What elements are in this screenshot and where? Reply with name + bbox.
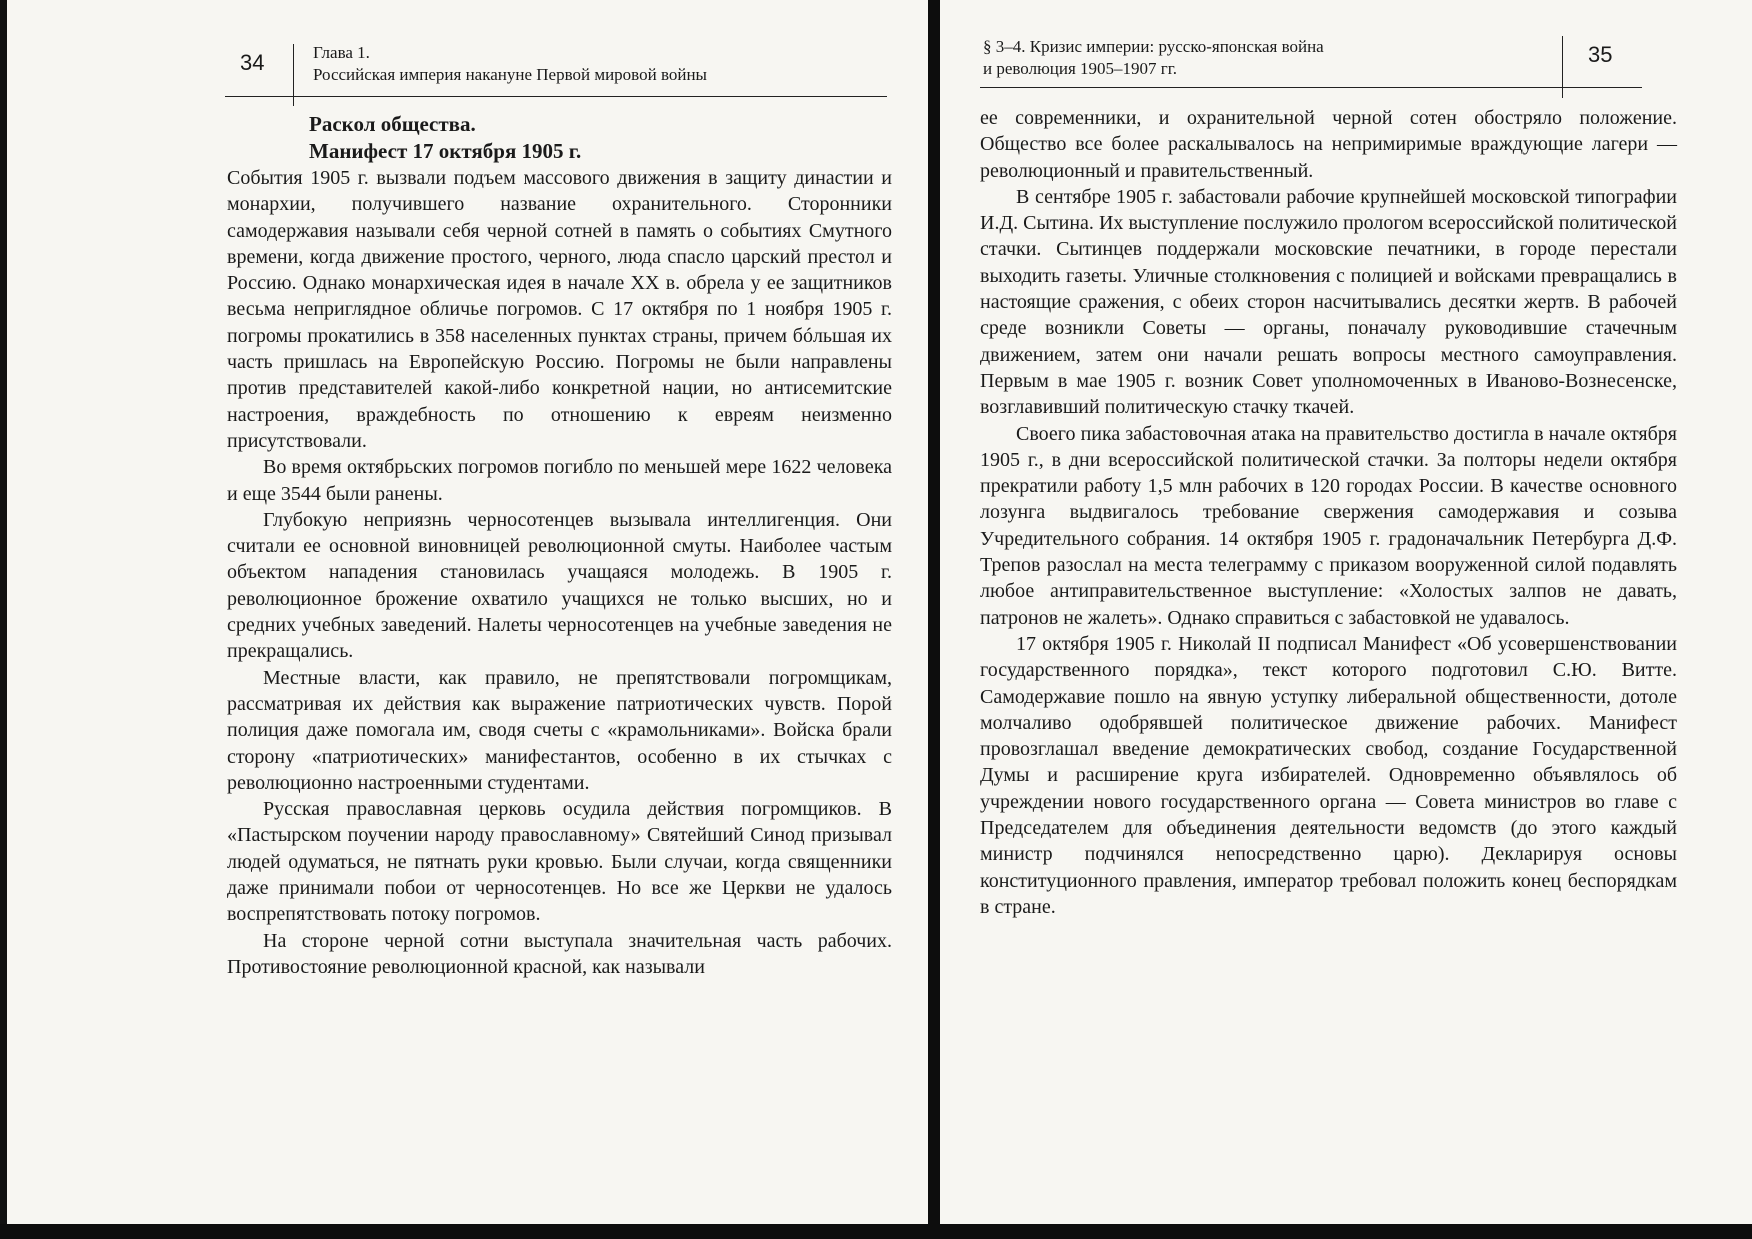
paragraph: ее современники, и охранительной черной сотен обостряло положение. Общество все более раскалывалось на непримиримые враждующие лагери — революционный и правительственный.	[980, 107, 1677, 182]
running-header	[313, 42, 707, 86]
header-section: § 3–4. Кризис империи: русско-японская война	[983, 37, 1324, 56]
right-page	[940, 0, 1752, 1224]
header-section-cont: и революция 1905–1907 гг.	[983, 59, 1178, 78]
paragraph: Местные власти, как правило, не препятствовали погромщикам, рассматривая их действия как выражение патриотических чувств. Порой полиция даже помогала им, сводя счеты с «крамольниками». Войска брали сторону «патриотических» манифестантов, особенно в их стычках с революционно настроенными студентами.	[227, 666, 892, 794]
header-chapter: Глава 1.	[313, 43, 370, 62]
right-column	[980, 105, 1677, 920]
section-title	[227, 111, 892, 165]
paragraph: Во время октябрьских погромов погибло по меньшей мере 1622 человека и еще 3544 были ранены.	[227, 456, 892, 505]
section-title-line1: Раскол общества.	[309, 112, 476, 136]
paragraph: 17 октября 1905 г. Николай II подписал Манифест «Об усовершенствовании государственного порядка», текст которого подготовил С.Ю. Витте. Самодержавие пошло на явную уступку либеральной общественности, дотоле молчаливо одобрявшей политическое движение рабочих. Манифест провозглашал введение демократических свобод, создание Государственной Думы и расширение круга избирателей. Одновременно объявлялось об учреждении нового государственного органа — Совета министров во главе с Председателем для объединения деятельности ведомств (до этого каждый министр подчинялся непосредственно царю). Декларируя основы конституционного правления, император требовал положить конец беспорядкам в стране.	[980, 632, 1677, 918]
paragraph: На стороне черной сотни выступала значительная часть рабочих. Противостояние революционной красной, как называли	[227, 929, 892, 978]
header-chapter-title: Российская империя накануне Первой мировой войны	[313, 65, 707, 84]
left-column	[227, 111, 892, 980]
paragraph: Своего пика забастовочная атака на правительство достигла в начале октября 1905 г., в дни всероссийской политической стачки. За полторы недели октября прекратили работу 1,5 млн рабочих в 120 городах России. В качестве основного лозунга выдвигалось требование свержения самодержавия и созыва Учредительного собрания. 14 октября 1905 г. градоначальник Петербурга Д.Ф. Трепов разослал на места телеграмму с приказом вооруженной силой подавлять любое антиправительственное выступление: «Холостых залпов не давать, патронов не жалеть». Однако справиться с забастовкой не удавалось.	[980, 422, 1677, 629]
section-title-line2: Манифест 17 октября 1905 г.	[309, 139, 582, 163]
paragraph: События 1905 г. вызвали подъем массового движения в защиту династии и монархии, получившего название охранительного. Сторонники самодержавия называли себя черной сотней в память о событиях Смутного времени, когда движение простого, черного, люда спасло царский престол и Россию. Однако монархическая идея в начале XX в. обрела у ее защитников весьма неприглядное обличье погромов. С 17 октября по 1 ноября 1905 г. погромы прокатились в 358 населенных пунктах страны, причем бóльшая их часть пришлась на Европейскую Россию. Погромы не были направлены против представителей какой-либо конкретной нации, но антисемитские настроения, враждебность по отношению к евреям неизменно присутствовали.	[227, 167, 892, 452]
running-header	[983, 36, 1324, 80]
paragraph: В сентябре 1905 г. забастовали рабочие крупнейшей московской типографии И.Д. Сытина. Их выступление послужило прологом всероссийской политической стачки. Сытинцев поддержали московские печатники, в городе перестали выходить газеты. Уличные столкновения с полицией и войсками превращались в настоящие сражения, с обеих сторон насчитывались десятки жертв. В рабочей среде возникли Советы — органы, поначалу руководившие стачечным движением, затем они начали решать вопросы местного самоуправления. Первым в мае 1905 г. возник Совет уполномоченных в Иваново-Вознесенске, возглавивший политическую стачку ткачей.	[980, 185, 1677, 419]
scan-bottom-edge	[0, 1224, 1752, 1239]
page-number: 35	[1588, 42, 1613, 67]
header-rule	[980, 87, 1642, 88]
header-divider	[1562, 36, 1563, 98]
paragraph: Русская православная церковь осудила действия погромщиков. В «Пастырском поучении народу православному» Святейший Синод призывал людей одуматься, не пятнать руки кровью. Были случаи, когда священники даже принимали побои от черносотенцев. Но все же Церкви не удалось воспрепятствовать потоку погромов.	[227, 798, 892, 926]
header-rule	[225, 96, 887, 97]
page-number: 34	[240, 50, 265, 75]
book-gutter	[928, 0, 940, 1224]
paragraph: Глубокую неприязнь черносотенцев вызывала интеллигенция. Они считали ее основной виновницей революционной смуты. Наиболее частым объектом нападения становилась учащаяся молодежь. В 1905 г. революционное брожение охватило учащихся не только высших, но и средних учебных заведений. Налеты черносотенцев на учебные заведения не прекращались.	[227, 508, 892, 663]
